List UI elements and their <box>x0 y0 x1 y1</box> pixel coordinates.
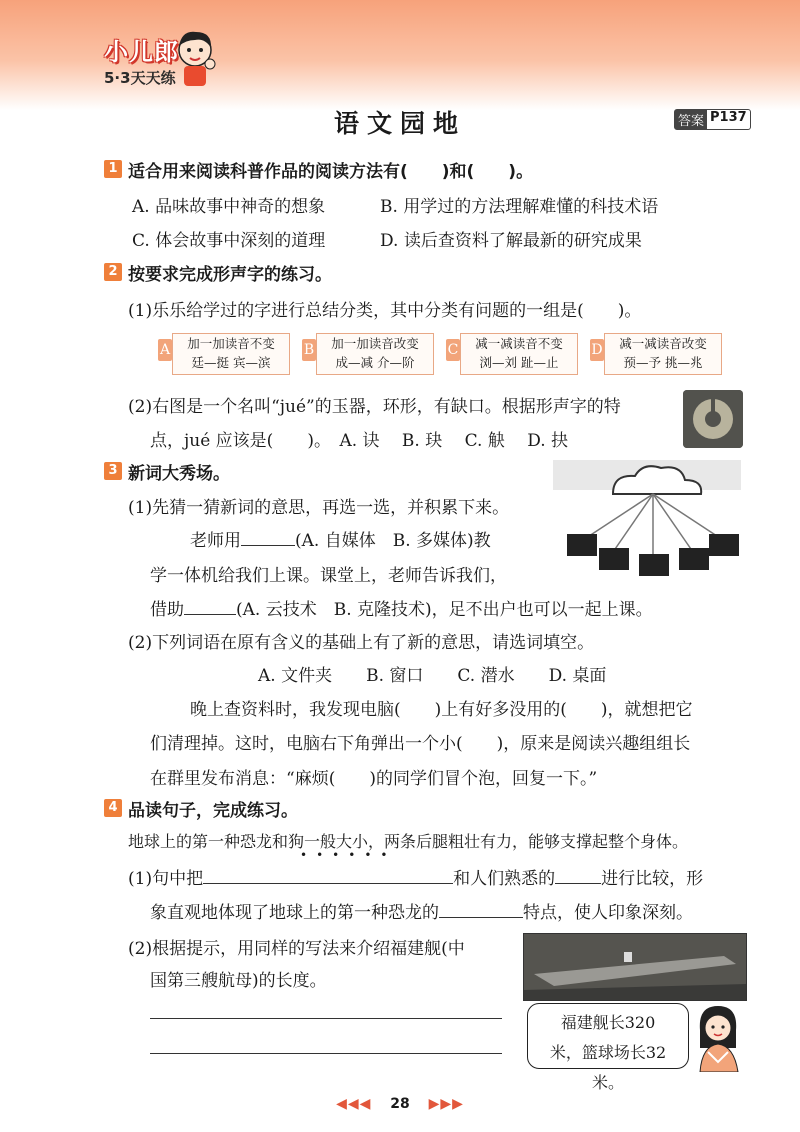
emphasis-dots: •••••• <box>300 848 397 862</box>
card-box <box>604 333 722 375</box>
question-1-number: 1 <box>104 160 122 178</box>
question-2-title: 按要求完成形声字的练习。 <box>128 265 332 285</box>
q3-l3-text-b: (A. 云技术 B. 克隆技术)，足不出户也可以一起上课。 <box>236 600 653 620</box>
aircraft-carrier-icon <box>524 934 746 1000</box>
card-d <box>590 333 722 375</box>
q2-sub2-line2: 点，jué 应该是( )。 A. 诀 B. 玦 C. 觖 D. 抉 <box>150 431 569 451</box>
prev-arrows-icon: ◀◀◀ <box>336 1096 372 1112</box>
card-c <box>446 333 578 375</box>
q1-option-b: B. 用学过的方法理解难懂的科技术语 <box>380 197 659 217</box>
q3-p1: 晚上查资料时，我发现电脑( )上有好多没用的( )，就想把它 <box>190 700 693 720</box>
card-a <box>158 333 290 375</box>
bubble-line2: 米，篮球场长32米。 <box>549 1043 667 1092</box>
question-2-number: 2 <box>104 263 122 281</box>
card-box <box>460 333 578 375</box>
q1-option-c: C. 体会故事中深刻的道理 <box>132 231 326 251</box>
boy-mascot-icon <box>172 28 218 88</box>
jade-ring-icon <box>683 390 743 448</box>
page-footer <box>0 1096 800 1112</box>
q3-l2: 学一体机给我们上课。课堂上，老师告诉我们， <box>150 566 507 586</box>
answer-blank[interactable] <box>439 899 523 918</box>
q4-s1-text-c: 进行比较，形 <box>601 869 704 889</box>
answer-label: 答案 <box>675 110 707 129</box>
next-arrows-icon: ▶▶▶ <box>428 1096 464 1112</box>
jade-ring-image <box>683 390 743 448</box>
card-line1: 加一加读音改变 <box>331 336 419 351</box>
q3-l3 <box>150 595 653 620</box>
aircraft-carrier-image <box>523 933 747 1001</box>
q3-sub1: (1)先猜一猜新词的意思，再选一选，并积累下来。 <box>128 498 510 518</box>
question-1-title: 适合用来阅读科普作品的阅读方法有( )和( )。 <box>128 162 534 182</box>
question-4-number: 4 <box>104 799 122 817</box>
page-number: 28 <box>390 1096 410 1112</box>
card-line2: 预—予 挑—兆 <box>623 355 703 370</box>
q1-option-d: D. 读后查资料了解最新的研究成果 <box>380 231 642 251</box>
q4-s1-text-d: 象直观地体现了地球上的第一种恐龙的 <box>150 903 439 923</box>
card-line1: 加一加读音不变 <box>187 336 275 351</box>
answer-blank[interactable] <box>241 527 295 546</box>
question-4-title: 品读句子，完成练习。 <box>128 801 298 821</box>
answer-page: P137 <box>710 110 747 125</box>
cloud-network-icon <box>553 460 741 582</box>
card-letter: A <box>158 339 172 361</box>
question-3-title: 新词大秀场。 <box>128 464 230 484</box>
q4-s1-text-e: 特点，使人印象深刻。 <box>523 903 693 923</box>
card-letter: C <box>446 339 460 361</box>
q2-sub1: (1)乐乐给学过的字进行总结分类，其中分类有问题的一组是( )。 <box>128 301 642 321</box>
q4-s2-line2: 国第三艘航母)的长度。 <box>150 971 327 991</box>
q3-l1 <box>190 526 491 551</box>
q1-option-a: A. 品味故事中神奇的想象 <box>132 197 326 217</box>
card-line1: 减一减读音改变 <box>619 336 707 351</box>
logo-sub: 5·3天天练 <box>104 69 176 87</box>
writing-line-2[interactable] <box>150 1053 502 1054</box>
q2-classification-cards <box>158 333 722 375</box>
logo-main: 小儿郎 <box>104 38 179 66</box>
answer-blank[interactable] <box>203 865 453 884</box>
q3-p3: 在群里发布消息：“麻烦( )的同学们冒个泡，回复一下。” <box>150 769 598 789</box>
q3-l1-text-a: 老师用 <box>190 531 241 551</box>
answer-reference <box>674 109 751 130</box>
girl-mascot-icon <box>690 1000 746 1072</box>
page-title: 语文园地 <box>333 109 466 138</box>
speech-bubble <box>527 1003 689 1092</box>
bubble-line1: 福建舰长320 <box>560 1013 656 1032</box>
q4-s1-text-b: 和人们熟悉的 <box>453 869 556 889</box>
card-line2: 浏—刘 趾—止 <box>479 355 559 370</box>
q3-p2: 们清理掉。这时，电脑右下角弹出一个小( )，原来是阅读兴趣组组长 <box>150 734 691 754</box>
q4-s1-line2 <box>150 898 693 923</box>
card-b <box>302 333 434 375</box>
card-letter: B <box>302 339 316 361</box>
answer-blank[interactable] <box>555 865 601 884</box>
q3-options: A. 文件夹 B. 窗口 C. 潜水 D. 桌面 <box>258 666 607 686</box>
q4-sentence: 地球上的第一种恐龙和狗一般大小，两条后腿粗壮有力，能够支撑起整个身体。 <box>128 832 689 851</box>
writing-line-1[interactable] <box>150 1018 502 1019</box>
q3-sub2: (2)下列词语在原有含义的基础上有了新的意思，请选词填空。 <box>128 633 595 653</box>
card-line2: 成—减 介—阶 <box>335 355 415 370</box>
card-letter: D <box>590 339 604 361</box>
answer-blank[interactable] <box>184 596 236 615</box>
q3-l3-text-a: 借助 <box>150 600 184 620</box>
q4-s1-line1 <box>128 864 703 889</box>
card-line2: 廷—挺 宾—滨 <box>191 355 271 370</box>
q4-s1-text-a: (1)句中把 <box>128 869 204 889</box>
question-3-number: 3 <box>104 462 122 480</box>
card-line1: 减一减读音不变 <box>475 336 563 351</box>
q4-s2-line1: (2)根据提示，用同样的写法来介绍福建舰(中 <box>128 939 465 959</box>
card-box <box>172 333 290 375</box>
brand-logo <box>104 32 179 88</box>
card-box <box>316 333 434 375</box>
q2-sub2-line1: (2)右图是一个名叫“jué”的玉器，环形，有缺口。根据形声字的特 <box>128 397 621 417</box>
q3-l1-text-b: (A. 自媒体 B. 多媒体)教 <box>295 531 491 551</box>
